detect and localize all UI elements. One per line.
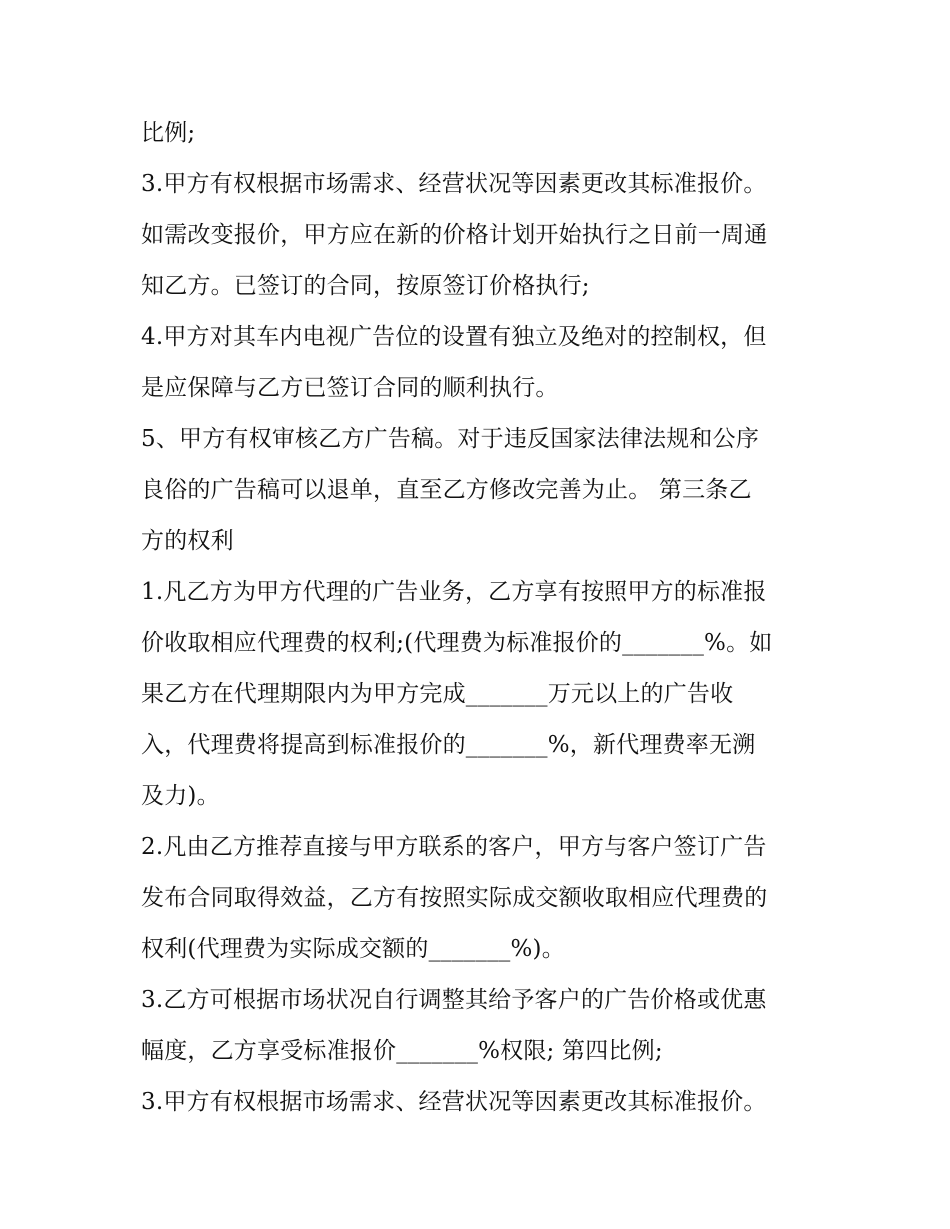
- text-line: 幅度，乙方享受标准报价_______%权限; 第四比例;: [141, 1038, 663, 1064]
- text-line: 3.乙方可根据市场状况自行调整其给予客户的广告价格或优惠: [141, 987, 767, 1013]
- text-line: 5、甲方有权审核乙方广告稿。对于违反国家法律法规和公序: [141, 426, 760, 452]
- text-line: 4.甲方对其车内电视广告位的设置有独立及绝对的控制权，但: [141, 324, 767, 350]
- text-line: 如需改变报价，甲方应在新的价格计划开始执行之日前一周通: [141, 222, 768, 248]
- text-line: 入，代理费将提高到标准报价的_______%，新代理费率无溯: [141, 732, 756, 758]
- text-line: 1.凡乙方为甲方代理的广告业务，乙方享有按照甲方的标准报: [141, 579, 767, 605]
- text-line: 知乙方。已签订的合同，按原签订价格执行;: [141, 273, 590, 299]
- text-line: 2.凡由乙方推荐直接与甲方联系的客户，甲方与客户签订广告: [141, 834, 767, 860]
- text-line: 方的权利: [141, 528, 234, 554]
- text-line: 果乙方在代理期限内为甲方完成_______万元以上的广告收: [141, 681, 734, 707]
- text-line: 3.甲方有权根据市场需求、经营状况等因素更改其标准报价。: [141, 171, 767, 197]
- text-line: 良俗的广告稿可以退单，直至乙方修改完善为止。 第三条乙: [141, 477, 752, 503]
- text-line: 权利(代理费为实际成交额的_______%)。: [141, 936, 565, 962]
- text-line: 价收取相应代理费的权利;(代理费为标准报价的_______%。如: [141, 630, 773, 656]
- contract-text: [141, 108, 821, 1128]
- text-line: 是应保障与乙方已签订合同的顺利执行。: [141, 375, 559, 401]
- text-line: 比例;: [141, 120, 196, 146]
- text-line: 3.甲方有权根据市场需求、经营状况等因素更改其标准报价。: [141, 1089, 767, 1115]
- text-line: 及力)。: [141, 783, 220, 809]
- text-line: 发布合同取得效益，乙方有按照实际成交额收取相应代理费的: [141, 885, 768, 911]
